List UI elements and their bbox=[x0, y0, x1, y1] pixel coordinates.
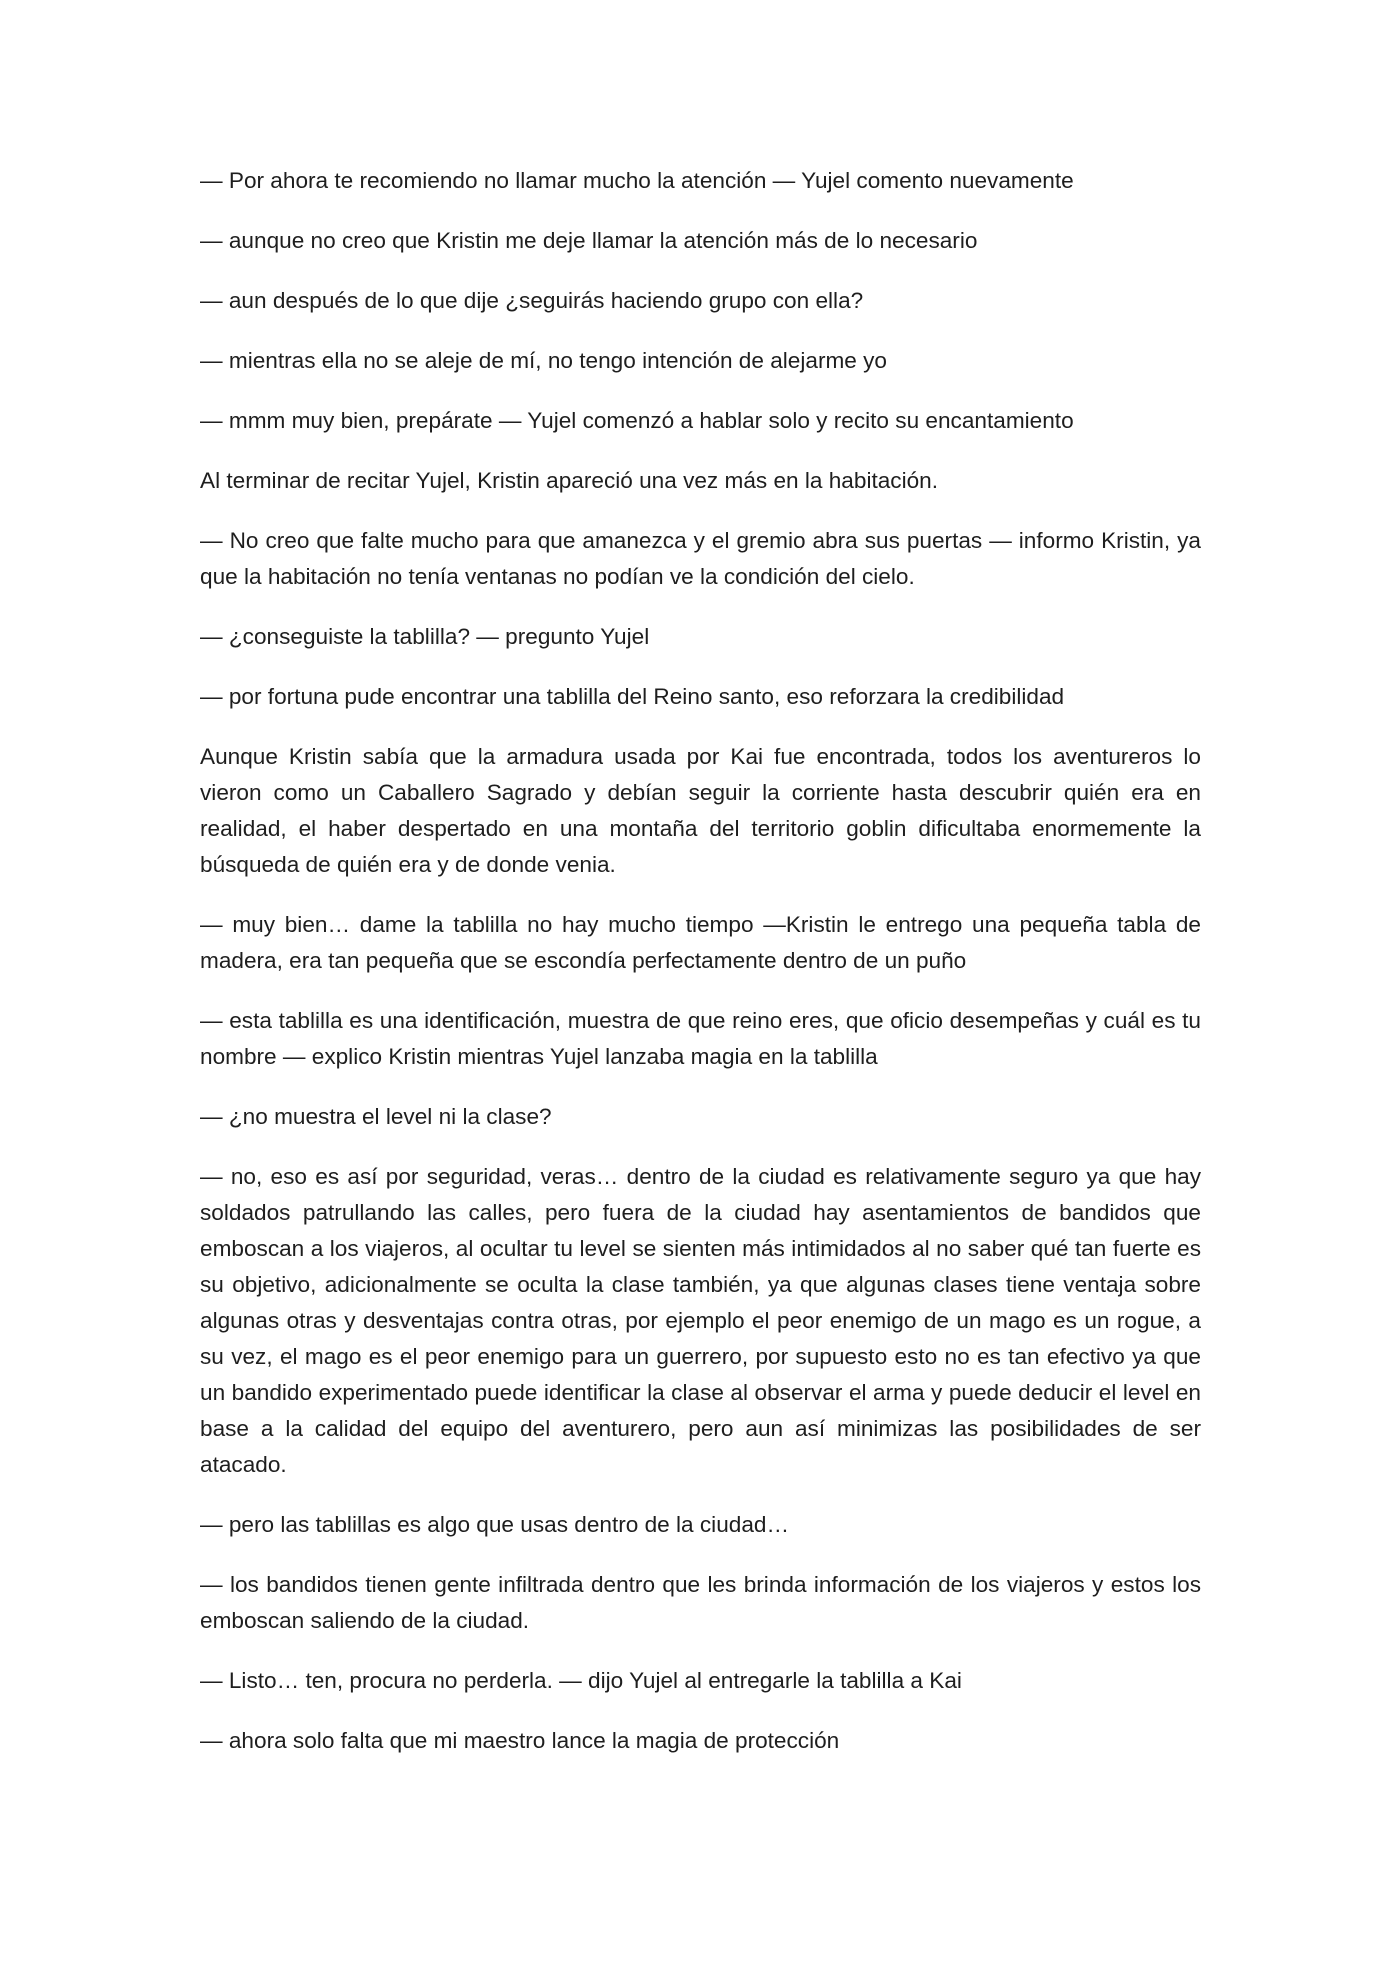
paragraph: — ¿conseguiste la tablilla? — pregunto Yujel bbox=[200, 624, 650, 649]
paragraph: — no, eso es así por seguridad, veras… dentro de la ciudad es relativamente seguro ya que hay soldados patrullando las calles, pero fuera de la ciudad hay asentamientos de bandidos que emboscan a los viajeros, al ocultar tu level se sienten más intimidados al no saber qué tan fuerte es su objetivo, adicionalmente se oculta la clase también, ya que algunas clases tiene ventaja sobre algunas otras y desventajas contra otras, por ejemplo el peor enemigo de un mago es un rogue, a su vez, el mago es el peor enemigo para un guerrero, por supuesto esto no es tan efectivo ya que un bandido experimentado puede identificar la clase al observar el arma y puede deducir el level en base a la calidad del equipo del aventurero, pero aun así minimizas las posibilidades de ser atacado. bbox=[200, 1164, 1201, 1477]
text-body bbox=[200, 163, 1201, 1759]
paragraph: — por fortuna pude encontrar una tablilla del Reino santo, eso reforzara la credibilidad bbox=[200, 684, 1065, 709]
paragraph: — esta tablilla es una identificación, muestra de que reino eres, que oficio desempeñas y cuál es tu nombre — explico Kristin mientras Yujel lanzaba magia en la tablilla bbox=[200, 1008, 1201, 1069]
paragraph: — ahora solo falta que mi maestro lance la magia de protección bbox=[200, 1728, 840, 1753]
paragraph: — Por ahora te recomiendo no llamar mucho la atención — Yujel comento nuevamente bbox=[200, 168, 1074, 193]
paragraph: — ¿no muestra el level ni la clase? bbox=[200, 1104, 552, 1129]
paragraph: Aunque Kristin sabía que la armadura usada por Kai fue encontrada, todos los aventureros lo vieron como un Caballero Sagrado y debían seguir la corriente hasta descubrir quién era en realidad, el haber despertado en una montaña del territorio goblin dificultaba enormemente la búsqueda de quién era y de donde venia. bbox=[200, 744, 1201, 877]
paragraph: — Listo… ten, procura no perderla. — dijo Yujel al entregarle la tablilla a Kai bbox=[200, 1668, 962, 1693]
paragraph: — No creo que falte mucho para que amanezca y el gremio abra sus puertas — informo Kristin, ya que la habitación no tenía ventanas no podían ve la condición del cielo. bbox=[200, 528, 1201, 589]
paragraph: — mmm muy bien, prepárate — Yujel comenzó a hablar solo y recito su encantamiento bbox=[200, 408, 1074, 433]
paragraph: — mientras ella no se aleje de mí, no tengo intención de alejarme yo bbox=[200, 348, 887, 373]
paragraph: Al terminar de recitar Yujel, Kristin apareció una vez más en la habitación. bbox=[200, 468, 939, 493]
paragraph: — pero las tablillas es algo que usas dentro de la ciudad… bbox=[200, 1512, 790, 1537]
paragraph: — aunque no creo que Kristin me deje llamar la atención más de lo necesario bbox=[200, 228, 978, 253]
paragraph: — aun después de lo que dije ¿seguirás haciendo grupo con ella? bbox=[200, 288, 864, 313]
paragraph: — los bandidos tienen gente infiltrada dentro que les brinda información de los viajeros y estos los emboscan saliendo de la ciudad. bbox=[200, 1572, 1201, 1633]
paragraph: — muy bien… dame la tablilla no hay mucho tiempo —Kristin le entrego una pequeña tabla de madera, era tan pequeña que se escondía perfectamente dentro de un puño bbox=[200, 912, 1201, 973]
